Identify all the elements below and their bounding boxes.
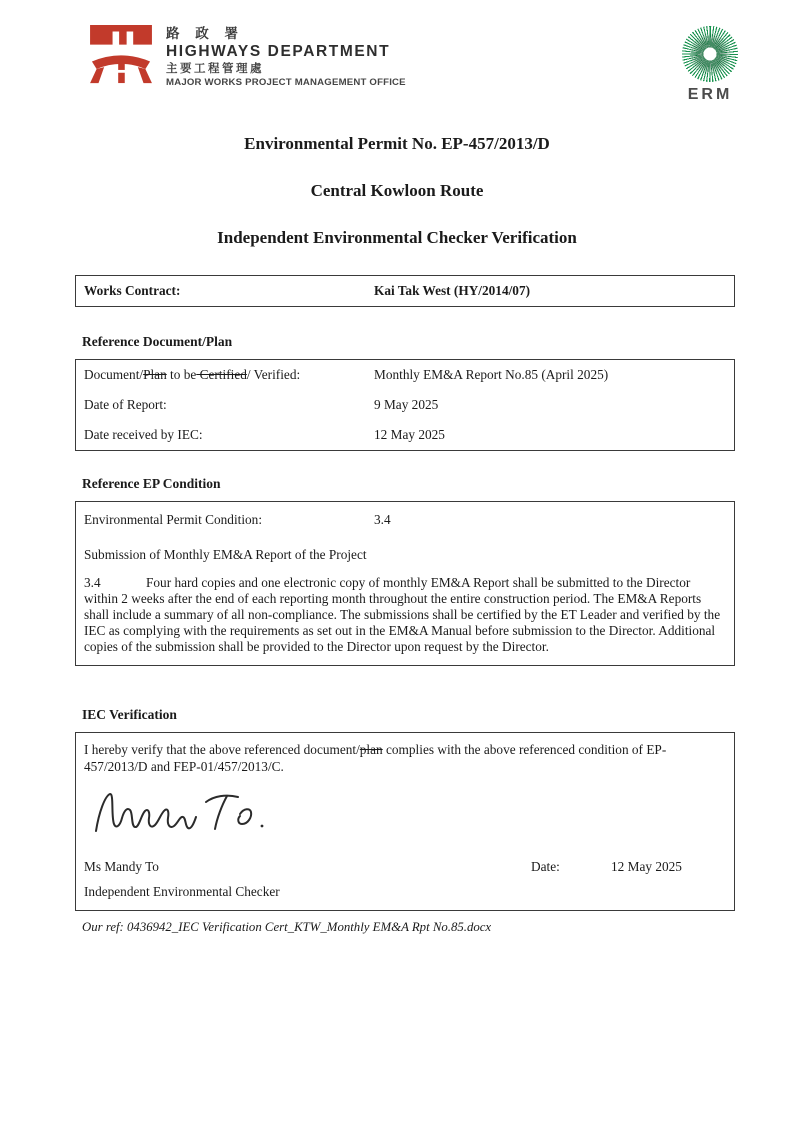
date-received-value: 12 May 2025 [374,427,445,442]
highways-department-logo [88,24,406,89]
title-block [0,134,794,248]
dept-name-english: HIGHWAYS DEPARTMENT [166,43,391,61]
ep-clause-paragraph [84,575,726,655]
date-value: 12 May 2025 [611,859,682,874]
date-of-report-value: 9 May 2025 [374,397,439,412]
works-contract-value: Kai Tak West (HY/2014/07) [374,283,531,298]
table-row [76,360,734,390]
reference-ep-heading: Reference EP Condition [82,476,221,491]
ep-subject-line: Submission of Monthly EM&A Report of the Project [84,547,367,562]
reference-document-table [75,359,735,451]
signatory-title: Independent Environmental Checker [84,884,280,899]
reference-document-section [75,334,735,451]
document-to-be-verified-label: Document/Plan to be Certified/ Verified: [84,367,301,382]
project-route-title: Central Kowloon Route [310,181,484,200]
our-ref-line: Our ref: 0436942_IEC Verification Cert_KTW_Monthly EM&A Rpt No.85.docx [82,920,492,934]
table-row [76,420,734,450]
erm-logo-text: ERM [687,86,733,103]
verification-statement: I hereby verify that the above referenced document/plan complies with the above referenced condition of EP-457/2013/D and FEP-01/457/2013/C. [84,742,667,774]
clause-number: 3.4 [84,575,101,590]
signatory-name: Ms Mandy To [84,859,159,874]
ep-condition-value: 3.4 [374,512,391,527]
date-received-label: Date received by IEC: [84,427,203,442]
table-row [76,390,734,420]
office-name-english: MAJOR WORKS PROJECT MANAGEMENT OFFICE [166,77,406,89]
signatory-row [84,859,726,879]
date-label: Date: [531,859,560,874]
iec-verification-section [75,707,735,911]
erm-starburst-icon [682,26,738,82]
permit-number-title: Environmental Permit No. EP-457/2013/D [244,134,550,153]
ep-condition-label: Environmental Permit Condition: [84,512,263,527]
document-to-be-verified-value: Monthly EM&A Report No.85 (April 2025) [374,367,609,382]
reference-ep-section [75,476,735,666]
document-body [0,275,794,935]
highways-department-text [166,24,406,89]
reference-document-heading: Reference Document/Plan [82,334,233,349]
dept-name-chinese: 路 政 署 [166,26,245,41]
ep-condition-row [84,505,726,535]
office-name-chinese: 主要工程管理處 [166,63,264,76]
clause-text: Four hard copies and one electronic copy of monthly EM&A Report shall be submitted to the Director within 2 weeks after the end of each reporting month throughout the entire construction period. The EM&A Reports shall include a summary of all non-compliance. The submissions shall be certified by the ET Leader and verified by the IEC as complying with the requirements as set out in the EM&A Manual before submission to the Director. Additional copies of the submission shall be provided to the Director upon request by the Director. [84,575,721,654]
erm-logo [682,24,738,104]
date-of-report-label: Date of Report: [84,397,167,412]
signature [90,783,726,847]
highways-department-emblem-icon [88,24,154,88]
works-contract-table [75,275,735,307]
iec-verification-box [75,732,735,911]
iec-verification-heading: IEC Verification [82,707,177,722]
page-header [0,0,794,104]
works-contract-label: Works Contract: [84,283,181,298]
verification-title: Independent Environmental Checker Verification [217,228,577,247]
reference-ep-box [75,501,735,666]
